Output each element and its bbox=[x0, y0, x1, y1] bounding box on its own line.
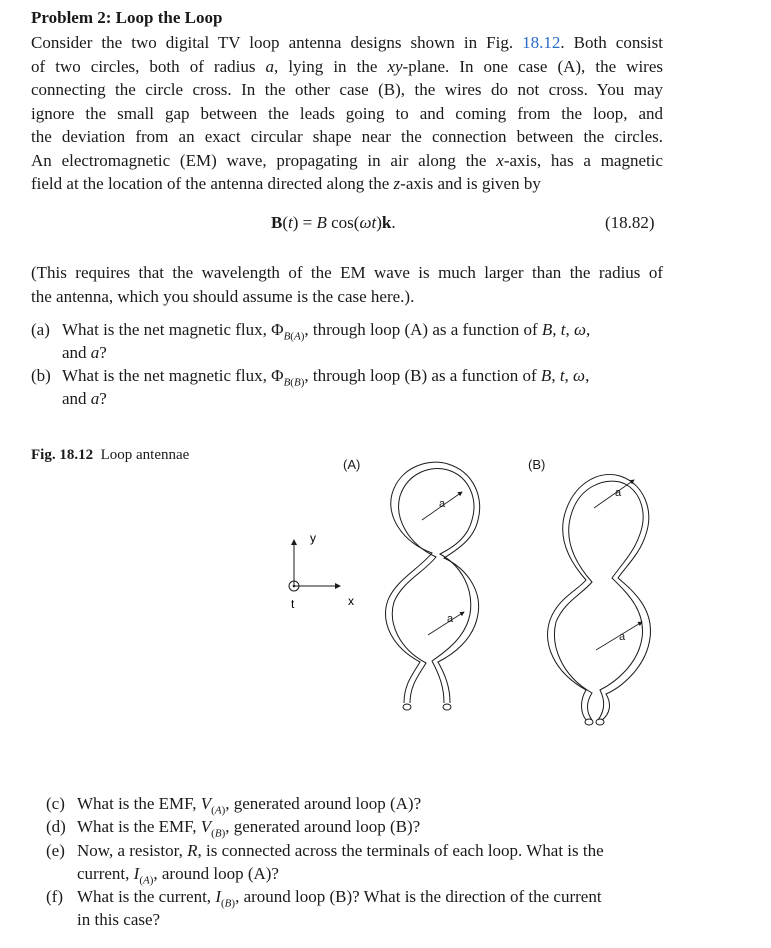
assumption-note bbox=[31, 261, 663, 308]
note-line-1: (This requires that the wavelength of the EM wave is much larger than the radius of bbox=[31, 263, 663, 282]
figure-caption-label: Fig. 18.12 bbox=[31, 447, 94, 463]
loop-b-outer-wire bbox=[548, 474, 651, 720]
question-a-line-2: and a? bbox=[62, 343, 107, 362]
question-a-line-1: What is the net magnetic flux, $\Phi_{B(A)}$, through loop (A) as a function of B, t, ω, bbox=[62, 320, 591, 343]
fig-reference-link[interactable]: 18.12 bbox=[522, 33, 561, 52]
loop-b bbox=[528, 457, 650, 725]
loop-b-upper-radius-label: a bbox=[615, 487, 622, 499]
figure-caption bbox=[31, 447, 189, 464]
loop-b-upper-radius-arrow bbox=[594, 480, 634, 508]
intro-line-6: An electromagnetic (EM) wave, propagating in air along the x-axis, has a magnetic bbox=[31, 150, 664, 170]
z-axis-dot-icon bbox=[293, 585, 296, 588]
x-axis-label: x bbox=[348, 594, 354, 608]
problem-title: Problem 2: Loop the Loop bbox=[31, 8, 223, 27]
question-f-line-2: in this case? bbox=[77, 910, 161, 929]
note-line-2: the antenna, which you should assume is the case here.). bbox=[31, 286, 415, 306]
loop-a-lower-radius-arrow bbox=[428, 612, 464, 635]
question-e-line-1: Now, a resistor, R, is connected across the terminals of each loop. What is the bbox=[77, 841, 604, 860]
loop-a-upper-radius-label: a bbox=[439, 498, 446, 510]
question-f-label: (f) bbox=[46, 887, 63, 906]
loop-b-label: (B) bbox=[528, 457, 546, 472]
loop-b-terminal-right bbox=[596, 719, 604, 725]
loop-a-inner-wire bbox=[392, 468, 474, 703]
loop-b-terminal-left bbox=[585, 719, 593, 725]
loop-b-lower-radius-label: a bbox=[619, 631, 626, 643]
loop-b-inner-wire bbox=[555, 481, 644, 720]
intro-line-5: the deviation from an exact circular shape near the connection between the circles. bbox=[31, 127, 663, 146]
question-c-label: (c) bbox=[46, 794, 65, 813]
intro-paragraph bbox=[31, 31, 663, 196]
equation-number: (18.82) bbox=[605, 213, 655, 232]
question-b-line-2: and a? bbox=[62, 389, 107, 408]
intro-line-4: ignore the small gap between the leads going to and coming from the loop, and bbox=[31, 103, 663, 123]
t-axis-label: t bbox=[291, 597, 295, 611]
question-b-label: (b) bbox=[31, 366, 51, 385]
intro-line-3: connecting the circle cross. In the other case (B), the wires do not cross. You may bbox=[31, 80, 663, 99]
loop-a bbox=[343, 457, 480, 710]
question-c-line-1: What is the EMF, $V_{(A)}$, generated around loop (A)? bbox=[77, 794, 422, 817]
coordinate-axes bbox=[289, 531, 354, 611]
question-d-line-1: What is the EMF, $V_{(B)}$, generated around loop (B)? bbox=[77, 817, 421, 840]
figure-caption-text: Loop antennae bbox=[100, 447, 190, 463]
loop-a-terminal-right bbox=[443, 704, 451, 710]
intro-line-2: of two circles, both of radius a, lying in the xy-plane. In one case (A), the wires bbox=[31, 56, 663, 76]
intro-line-7: field at the location of the antenna directed along the z-axis and is given by bbox=[31, 174, 541, 193]
loop-a-terminal-left bbox=[403, 704, 411, 710]
question-d-label: (d) bbox=[46, 817, 66, 836]
question-f-line-1: What is the current, $I_{(B)}$, around loop (B)? What is the direction of the current bbox=[77, 887, 602, 910]
equation-body: B(t) = B cos(ωt)k. bbox=[271, 213, 396, 232]
intro-line-1: Consider the two digital TV loop antenna designs shown in Fig. 18.12. Both consist bbox=[31, 33, 663, 52]
question-e-label: (e) bbox=[46, 841, 65, 860]
y-axis-label: y bbox=[310, 531, 316, 545]
loop-antennae-figure bbox=[280, 450, 680, 740]
question-b-line-1: What is the net magnetic flux, $\Phi_{B(B)}$, through loop (B) as a function of B, t, ω, bbox=[62, 366, 590, 389]
question-a-label: (a) bbox=[31, 320, 50, 339]
question-e-line-2: current, $I_{(A)}$, around loop (A)? bbox=[77, 864, 279, 887]
loop-a-lower-radius-label: a bbox=[447, 613, 454, 625]
loop-a-label: (A) bbox=[343, 457, 361, 472]
